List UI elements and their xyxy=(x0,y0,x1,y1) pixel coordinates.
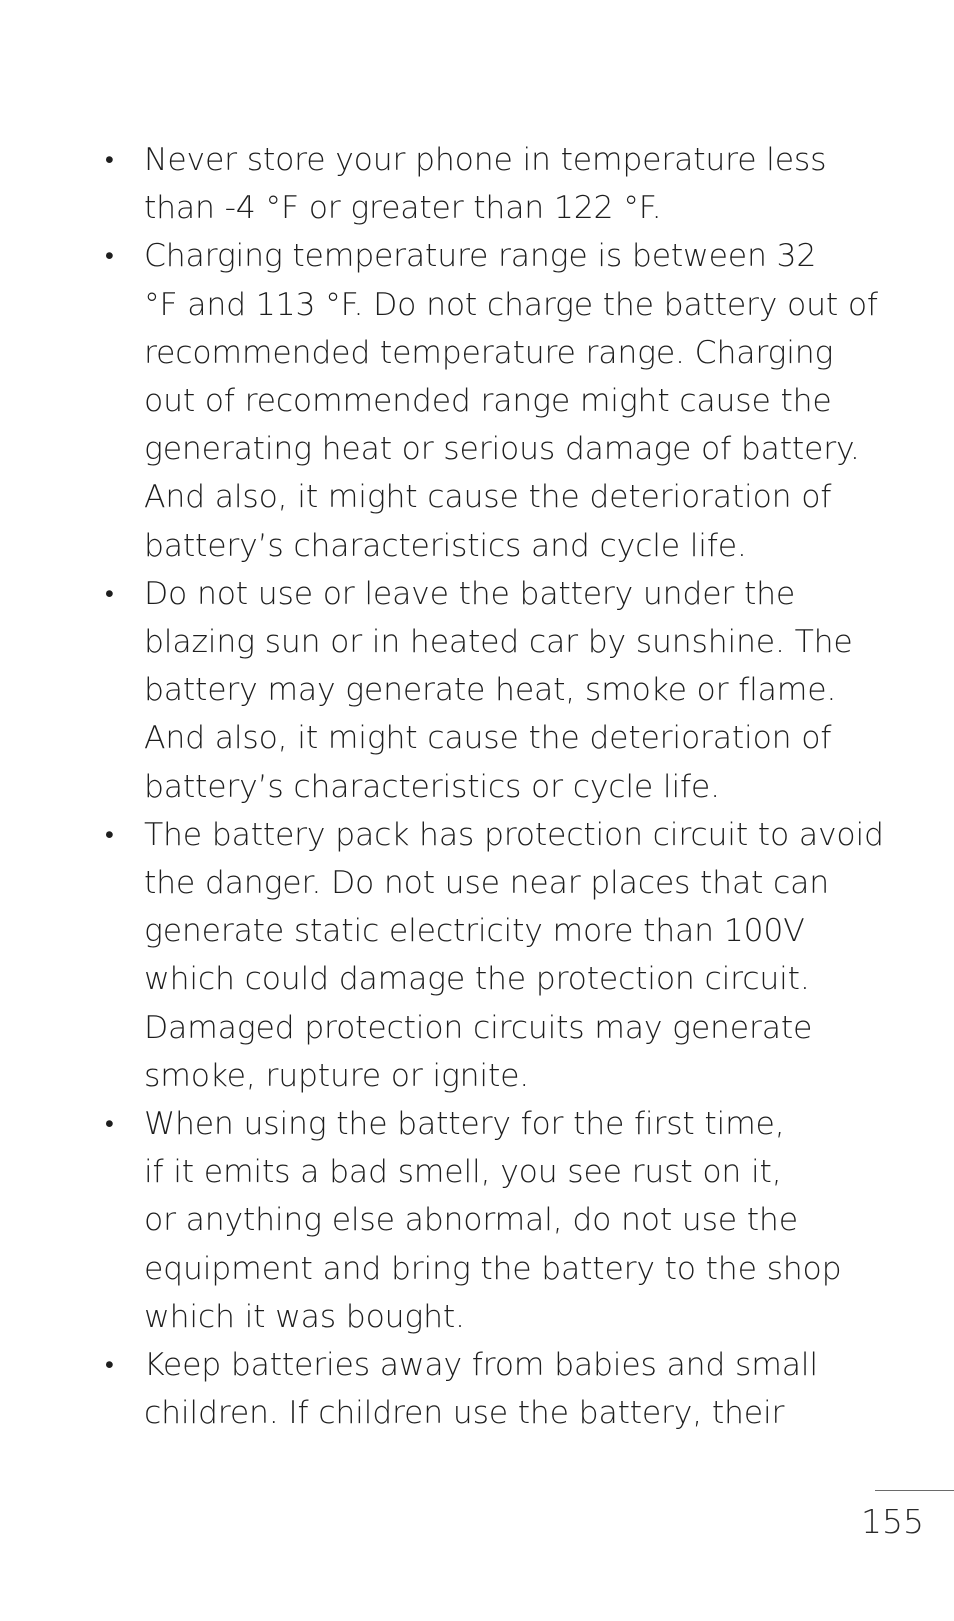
list-item-text: When using the battery for the first time, if it emits a bad smell, you see rust on it, or anything else abnormal, do not use the equipment and bring the battery to the shop which it was bought. xyxy=(144,1106,842,1335)
list-item xyxy=(99,570,889,811)
bullet-icon: • xyxy=(105,578,114,608)
list-item-text: Charging temperature range is between 32 °F and 113 °F. Do not charge the battery out of recommended temperature range. Charging out of recommended range might cause the generating heat or serious damage of battery. And also, it might cause the deterioration of battery’s characteristics and cycle life. xyxy=(144,238,878,564)
list-item xyxy=(99,1341,889,1437)
list-item xyxy=(99,1100,889,1341)
list-item xyxy=(99,811,889,1100)
list-item-text: Keep batteries away from babies and small children. If children use the battery, their xyxy=(144,1347,818,1432)
bullet-icon: • xyxy=(105,1350,114,1380)
bullet-icon: • xyxy=(105,241,114,271)
list-item-text: The battery pack has protection circuit to avoid the danger. Do not use near places that can generate static electricity more than 100V which could damage the protection circuit. Damaged protection circuits may generate smoke, rupture or ignite. xyxy=(144,816,884,1094)
list-item-text: Do not use or leave the battery under the blazing sun or in heated car by sunshine. The battery may generate heat, smoke or flame. And also, it might cause the deterioration of battery’s characteristics or cycle life. xyxy=(144,575,853,805)
battery-safety-list xyxy=(99,136,889,1437)
bullet-icon: • xyxy=(105,819,114,849)
footer-divider xyxy=(875,1490,954,1491)
list-item-text: Never store your phone in temperature less than -4 °F or greater than 122 °F. xyxy=(144,142,827,227)
list-item xyxy=(99,136,889,232)
list-item xyxy=(99,232,889,569)
page-number: 155 xyxy=(861,1502,924,1541)
bullet-icon: • xyxy=(105,145,114,174)
bullet-icon: • xyxy=(105,1109,114,1139)
